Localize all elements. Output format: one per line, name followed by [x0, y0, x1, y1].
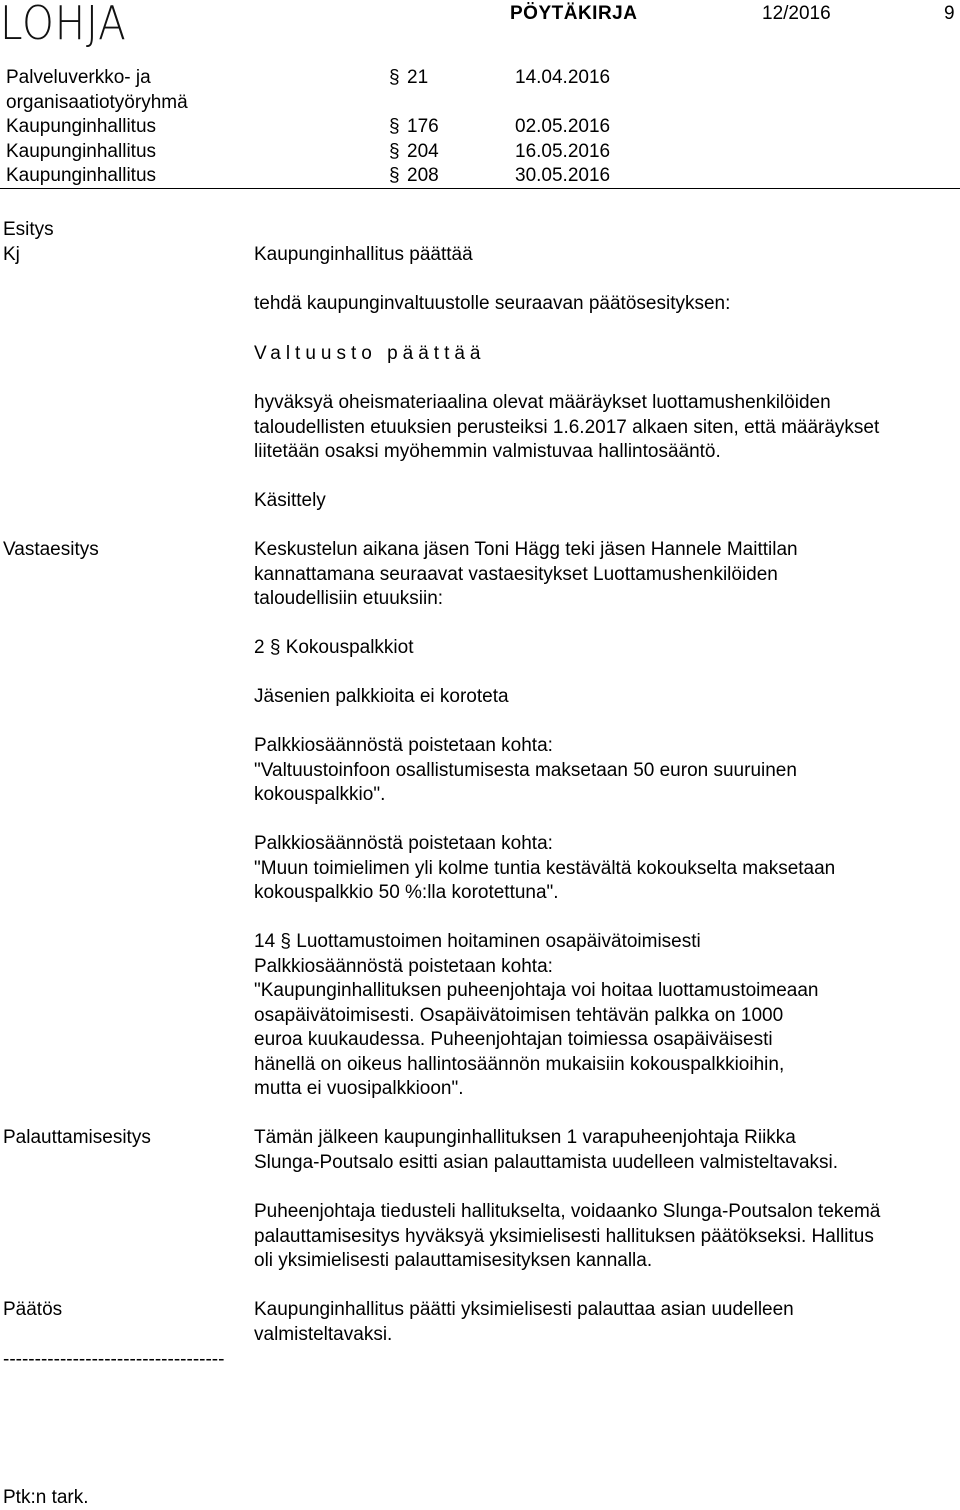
proposal-intro: tehdä kaupunginvaltuustolle seuraavan päätösesityksen:: [254, 293, 731, 314]
history-row: [6, 140, 960, 165]
kj-text: Kaupunginhallitus päättää: [254, 244, 473, 265]
history-row: [6, 115, 960, 140]
jasenien-text: Jäsenien palkkioita ei koroteta: [254, 686, 509, 707]
section-sign: §: [389, 140, 400, 162]
label-vastaesitys: Vastaesitys: [3, 539, 99, 560]
removal-2: Palkkiosäännöstä poistetaan kohta: "Muun toimielimen yli kolme tuntia kestävältä kokoukselta maksetaan kokouspalkkio 50 %:lla korotettuna".: [254, 833, 836, 903]
vastaesitys-text: Keskustelun aikana jäsen Toni Hägg teki jäsen Hannele Maittilan kannattamana seuraavat vastaesitykset Luottamushenkilöiden taloudellisiin etuuksiin:: [254, 539, 798, 609]
footer-ptk: Ptk:n tark.: [3, 1487, 89, 1508]
history-number: 204: [407, 140, 439, 162]
history-org: Palveluverkko- ja organisaatiotyöryhmä: [6, 67, 188, 113]
kokouspalkkiot-heading: 2 § Kokouspalkkiot: [254, 637, 414, 658]
history-org: Kaupunginhallitus: [6, 140, 157, 162]
history-org: Kaupunginhallitus: [6, 165, 157, 186]
removal-1: Palkkiosäännöstä poistetaan kohta: "Valtuustoinfoon osallistumisesta maksetaan 50 euron suuruinen kokouspalkkio".: [254, 735, 797, 805]
meeting-history: [6, 66, 960, 189]
document-type: PÖYTÄKIRJA: [510, 3, 638, 24]
history-date: 30.05.2016: [515, 165, 611, 186]
history-number: 176: [407, 116, 439, 137]
label-esitys: Esitys: [3, 219, 54, 240]
section-sign: §: [389, 116, 400, 137]
history-divider: [0, 188, 960, 189]
history-number: 21: [407, 67, 429, 88]
lohja-logo: LOHJA: [0, 0, 127, 50]
label-palauttamisesitys: Palauttamisesitys: [3, 1127, 151, 1148]
section-sign: §: [389, 67, 400, 88]
council-decides: Valtuusto päättää: [254, 343, 486, 364]
history-date: 14.04.2016: [515, 67, 611, 88]
history-date: 16.05.2016: [515, 140, 611, 162]
document-number: 12/2016: [762, 3, 831, 24]
history-org: Kaupunginhallitus: [6, 116, 157, 137]
proposal-text: hyväksyä oheismateriaalina olevat määräykset luottamushenkilöiden taloudellisten etuuksien perusteiksi 1.6.2017 alkaen siten, että määräykset liitetään osaksi myöhemmin valmistuvaa hallintosääntö.: [254, 392, 880, 462]
history-date: 02.05.2016: [515, 116, 611, 137]
history-row: [6, 66, 960, 115]
label-kj: Kj: [3, 244, 20, 265]
history-row: [6, 164, 960, 189]
separator-line: -----------------------------------: [3, 1349, 225, 1370]
palautus-text: Tämän jälkeen kaupunginhallituksen 1 varapuheenjohtaja Riikka Slunga-Poutsalo esitti asian palauttamista uudelleen valmisteltavaksi.: [254, 1127, 839, 1173]
paatos-text: Kaupunginhallitus päätti yksimielisesti palauttaa asian uudelleen valmisteltavaksi.: [254, 1299, 794, 1345]
page-number: 9: [944, 3, 955, 24]
history-number: 208: [407, 165, 439, 186]
label-paatos: Päätös: [3, 1299, 63, 1320]
section-14-text: 14 § Luottamustoimen hoitaminen osapäivätoimisesti Palkkiosäännöstä poistetaan kohta: "Kaupunginhallituksen puheenjohtaja voi hoitaa luottamustoimeaan osapäivätoimisesti. Osapäivätoimisen tehtävän palkka on 1000 euroa kuukaudessa. Puheenjohtajan toimiessa osapäiväisesti hänellä on oikeus hallintosäännön mukaisiin kokouspalkkioihin, mutta ei vuosipalkkioon".: [254, 931, 819, 1099]
section-sign: §: [389, 165, 400, 186]
kasittely-heading: Käsittely: [254, 490, 326, 511]
tiedusteli-text: Puheenjohtaja tiedusteli hallitukselta, voidaanko Slunga-Poutsalon tekemä palauttamisesitys hyväksyä yksimielisesti hallituksen päätökseksi. Hallitus oli yksimielisesti palauttamisesityksen kannalla.: [254, 1201, 881, 1271]
